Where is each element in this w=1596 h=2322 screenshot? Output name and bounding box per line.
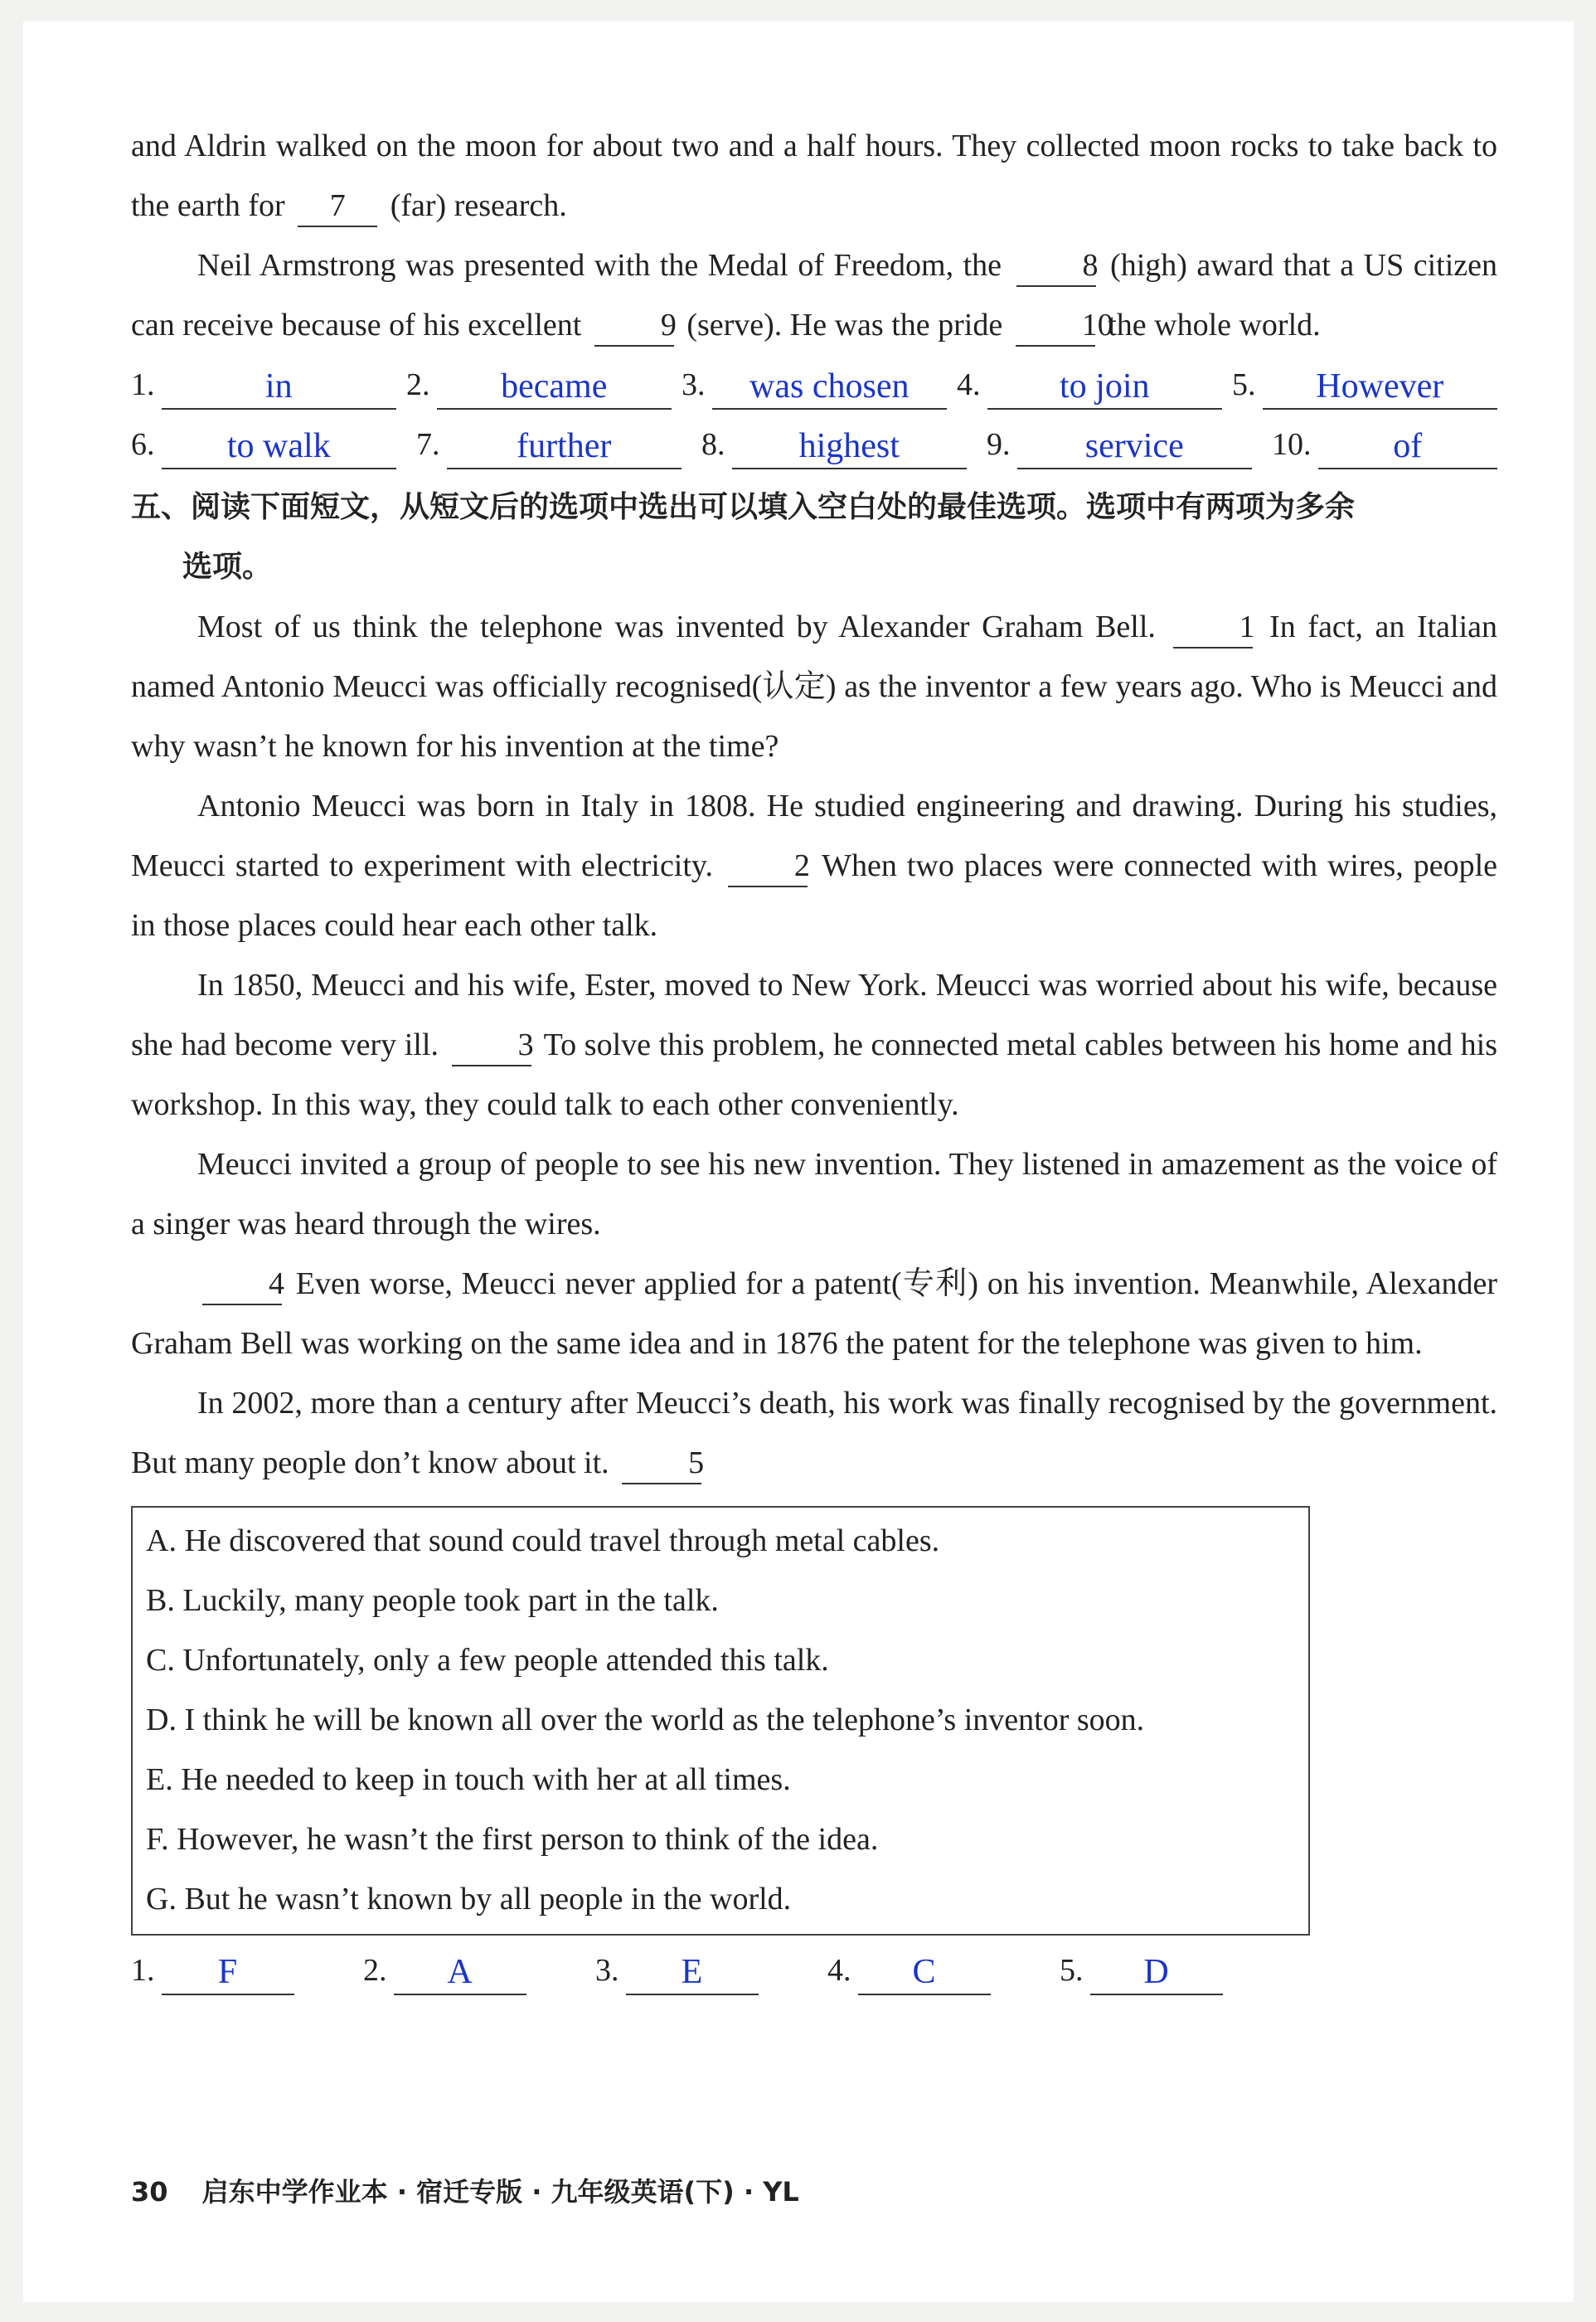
answer-value: A bbox=[394, 1950, 526, 1995]
answer-item bbox=[701, 415, 967, 474]
answer-number: 1. bbox=[131, 367, 155, 402]
answer-item bbox=[827, 1941, 1060, 2000]
footer-title: 启东中学作业本 · 宿迁专版 · 九年级英语(下) · YL bbox=[201, 2176, 799, 2208]
passage2-text: When two places were connected with wires, people in those places could hear each other talk. bbox=[131, 848, 1497, 943]
answer-item bbox=[131, 1941, 363, 2000]
answer-number: 2. bbox=[406, 367, 430, 402]
passage2-paragraph3 bbox=[131, 955, 1497, 1134]
answer-item bbox=[1232, 355, 1497, 415]
answer-item bbox=[131, 415, 396, 474]
answer-row-2 bbox=[131, 415, 1497, 474]
option-c: C. Unfortunately, only a few people attended this talk. bbox=[146, 1643, 829, 1678]
passage1-paragraph1 bbox=[131, 116, 1497, 236]
answer-number: 5. bbox=[1232, 367, 1256, 402]
passage2-text: Meucci invited a group of people to see his new invention. They listened in amazement as the voice of a singer was heard through the wires. bbox=[131, 1147, 1497, 1241]
answer-item bbox=[1272, 415, 1497, 474]
answer-value: of bbox=[1318, 425, 1498, 469]
answer-value: E bbox=[626, 1950, 759, 1995]
answer-item bbox=[1060, 1941, 1292, 2000]
blank-4: 4 bbox=[202, 1264, 282, 1305]
blank-3: 3 bbox=[452, 1025, 531, 1066]
passage2-text: In fact, an Italian named Antonio Meucci was officially recognised(认定) as the inventor a few years ago. Who is Meucci and why wasn’t he known for his invention at the time? bbox=[131, 610, 1498, 764]
answer-number: 8. bbox=[701, 427, 725, 462]
answer-row-1 bbox=[131, 355, 1497, 415]
option-d: D. I think he will be known all over the world as the telephone’s inventor soon. bbox=[146, 1703, 1145, 1737]
section-title-line: 五、阅读下面短文，从短文后的选项中选出可以填入空白处的最佳选项。选项中有两项为多余 bbox=[131, 490, 1356, 524]
answer-item bbox=[595, 1941, 827, 2000]
passage2-text: In 2002, more than a century after Meucci’s death, his work was finally recognised by the government. But many people don’t know about it. bbox=[131, 1386, 1497, 1480]
answer-value: in bbox=[162, 365, 397, 410]
page-number: 30 bbox=[131, 2176, 168, 2208]
option-e: E. He needed to keep in touch with her at all times. bbox=[146, 1762, 791, 1797]
blank-5: 5 bbox=[622, 1443, 701, 1484]
passage2-paragraph6 bbox=[131, 1373, 1497, 1493]
blank-1: 1 bbox=[1173, 607, 1253, 649]
answer-value: to join bbox=[987, 365, 1223, 410]
passage1-text: Neil Armstrong was presented with the Medal of Freedom, the bbox=[197, 248, 1002, 283]
answer-item bbox=[682, 355, 947, 415]
answer-number: 4. bbox=[827, 1953, 851, 1988]
answer-value: highest bbox=[732, 425, 968, 469]
worksheet-content bbox=[131, 116, 1497, 2000]
answer-number: 7. bbox=[416, 427, 440, 462]
answer-value: D bbox=[1090, 1950, 1223, 1995]
passage2-paragraph5 bbox=[131, 1254, 1497, 1373]
blank-8: 8 bbox=[1016, 245, 1096, 287]
blank-9: 9 bbox=[594, 305, 674, 347]
answer-number: 2. bbox=[363, 1953, 387, 1988]
blank-10: 10 bbox=[1016, 305, 1095, 347]
answer-number: 1. bbox=[131, 1953, 155, 1988]
answer-item bbox=[957, 355, 1222, 415]
passage1-text: the whole world. bbox=[1108, 308, 1321, 342]
answer-value: service bbox=[1017, 425, 1253, 469]
passage1-text: (serve). He was the pride bbox=[686, 308, 1003, 342]
options-box bbox=[131, 1506, 1310, 1936]
passage2-paragraph2 bbox=[131, 776, 1497, 955]
answer-number: 3. bbox=[595, 1953, 619, 1988]
answer-value: became bbox=[437, 365, 672, 410]
answer-value: C bbox=[858, 1950, 991, 1995]
answer-number: 9. bbox=[987, 427, 1011, 462]
answer-number: 3. bbox=[682, 367, 706, 402]
answer-item bbox=[363, 1941, 595, 2000]
passage2-text: Most of us think the telephone was invented by Alexander Graham Bell. bbox=[197, 610, 1156, 644]
passage2-text: To solve this problem, he connected metal cables between his home and his workshop. In this way, they could talk to each other conveniently. bbox=[131, 1027, 1497, 1122]
passage2-paragraph1 bbox=[131, 597, 1497, 776]
blank-2: 2 bbox=[728, 846, 808, 887]
passage2-text: Antonio Meucci was born in Italy in 1808. He studied engineering and drawing. During his studies, Meucci started to experiment with electricity. bbox=[131, 789, 1497, 883]
answer-item bbox=[416, 415, 682, 474]
answer-value: further bbox=[447, 425, 682, 469]
passage1-text: and Aldrin walked on the moon for about two and a half hours. They collected moon rocks to bbox=[131, 129, 1333, 163]
option-a: A. He discovered that sound could travel through metal cables. bbox=[146, 1523, 940, 1558]
answer-number: 4. bbox=[957, 367, 981, 402]
section-five-title bbox=[131, 478, 1497, 597]
section-title-line: 选项。 bbox=[182, 550, 273, 584]
blank-7: 7 bbox=[298, 186, 377, 227]
answer-item bbox=[987, 415, 1252, 474]
option-g: G. But he wasn’t known by all people in the world. bbox=[146, 1882, 792, 1916]
passage1-text: take back to the earth for bbox=[131, 129, 1497, 223]
passage2-text: Even worse, Meucci never applied for a patent(专利) on his invention. Meanwhile, Alexander Graham Bell was working on the same idea and in 1876 the patent for the telephone was given to him. bbox=[131, 1266, 1498, 1361]
passage2-paragraph4 bbox=[131, 1134, 1497, 1254]
passage2-text: In 1850, Meucci and his wife, Ester, moved to New York. Meucci was worried about his wife, because she had become very ill. bbox=[131, 968, 1497, 1062]
page-footer bbox=[131, 2171, 799, 2209]
passage1-text: (far) research. bbox=[390, 188, 567, 223]
answer-number: 10. bbox=[1272, 427, 1312, 462]
answer-number: 6. bbox=[131, 427, 155, 462]
answer-value: was chosen bbox=[712, 365, 948, 410]
answer-item bbox=[131, 355, 396, 415]
answer-value: However bbox=[1263, 365, 1498, 410]
answer-value: F bbox=[162, 1950, 294, 1995]
answer-value: to walk bbox=[162, 425, 397, 469]
passage1-paragraph2 bbox=[131, 236, 1497, 355]
option-b: B. Luckily, many people took part in the talk. bbox=[146, 1583, 719, 1618]
option-f: F. However, he wasn’t the first person to think of the idea. bbox=[146, 1822, 879, 1857]
answer-item bbox=[406, 355, 672, 415]
passage1-text: (high) award that a US citizen can receive because of his excellent bbox=[131, 248, 1498, 342]
answer-number: 5. bbox=[1060, 1953, 1084, 1988]
answer-row-3 bbox=[131, 1941, 1497, 2000]
